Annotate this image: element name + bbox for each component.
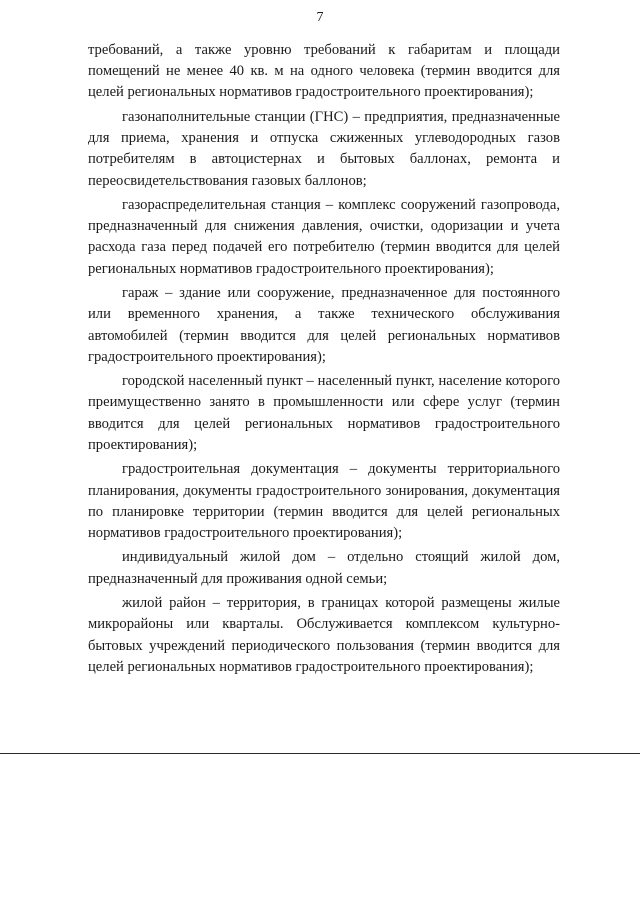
paragraph-individual-house: индивидуальный жилой дом – отдельно стоящий жилой дом, предназначенный для проживания одной семьи; [88,549,560,587]
horizontal-rule [0,753,640,754]
paragraph-gas-distribution-station: газораспределительная станция – комплекс сооружений газопровода, предназначенный для снижения давления, очистки, одоризации и учета расхода газа перед подачей его потребителю (термин вводится для целей региональных нормативов градостроительного проектирования); [88,197,560,277]
page-number: 7 [316,10,324,25]
paragraph-garage: гараж – здание или сооружение, предназначенное для постоянного или временного хранения, а также технического обслуживания автомобилей (термин вводится для целей региональных нормативов градостроительного проектирования); [88,285,560,365]
document-body [88,40,560,681]
paragraph-continuation: требований, а также уровню требований к габаритам и площади помещений не менее 40 кв. м на одного человека (термин вводится для целей региональных нормативов градостроительного проектирования); [88,42,560,101]
paragraph-residential-district: жилой район – территория, в границах которой размещены жилые микрорайоны или кварталы. Обслуживается комплексом культурно-бытовых учреждений периодического пользования (термин вводится для целей региональных нормативов градостроительного проектирования); [88,595,560,675]
paragraph-gas-filling-stations: газонаполнительные станции (ГНС) – предприятия, предназначенные для приема, хранения и отпуска сжиженных углеводородных газов потребителям в автоцистернах и бытовых баллонах, ремонта и переосвидетельствования газовых баллонов; [88,108,560,189]
paragraph-urban-planning-documentation: градостроительная документация – документы территориального планирования, документы градостроительного зонирования, документация по планировке территории (термин вводится для целей региональных нормативов градостроительного проектирования); [88,461,560,541]
paragraph-urban-settlement: городской населенный пункт – населенный пункт, население которого преимущественно занято в промышленности или сфере услуг (термин вводится для целей региональных нормативов градостроительного проектирования); [88,373,560,453]
